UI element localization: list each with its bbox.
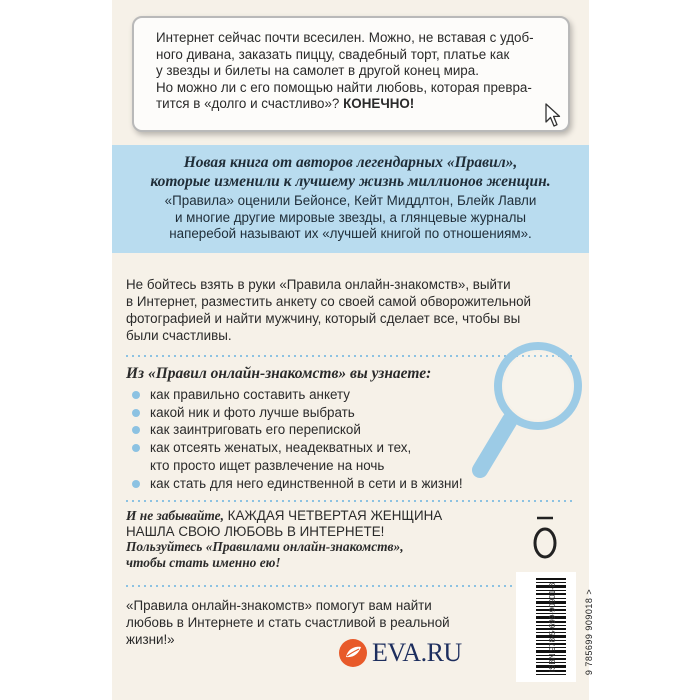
screen-frame: [132, 16, 570, 132]
band-text-line-2: и многие другие мировые звезды, а глянцевые журналы: [174, 209, 527, 225]
note-italic-2: Пользуйтесь «Правилами онлайн-знакомств»,: [126, 539, 404, 554]
band-heading-line-2: которые изменили к лучшему жизнь миллионов женщин.: [150, 173, 551, 190]
list-item: как правильно составить анкету: [132, 386, 492, 404]
dotted-divider: [126, 584, 576, 588]
intro-line-4: были счастливы.: [126, 328, 232, 343]
screen-line-4: Но можно ли с его помощью найти любовь, которая превра-: [156, 79, 532, 95]
band-heading-line-1: Новая книга от авторов легендарных «Правил»,: [183, 154, 518, 171]
screen-line-2: ного дивана, заказать пиццу, свадебный торт, платье как: [156, 46, 510, 62]
intro-line-1: Не бойтесь взять в руки «Правила онлайн-знакомств», выйти: [126, 277, 511, 292]
list-item-continuation: кто просто ищет развлечение на ночь: [150, 457, 385, 473]
eva-logo: [338, 636, 488, 670]
dotted-divider: [126, 499, 576, 503]
learn-title: [126, 365, 431, 383]
list-item: как отсеять женатых, неадекватных и тех,: [132, 439, 492, 457]
screen-text: [156, 30, 556, 113]
screen-line-3: у звезды и билеты на самолет в другой конец мира.: [156, 63, 479, 78]
list-item: как заинтриговать его перепиской: [132, 421, 492, 439]
band-text: [112, 193, 589, 243]
screen-line-1: Интернет сейчас почти всесилен. Можно, не вставая с удоб-: [156, 30, 534, 45]
note-italic-3: чтобы стать именно ею!: [126, 554, 281, 570]
list-item: какой ник и фото лучше выбрать: [132, 404, 492, 422]
leaf-logo-icon: [338, 638, 368, 668]
note-block: [126, 508, 556, 570]
learn-list: [132, 386, 492, 492]
isbn-digits: 9 785699 909018 >: [584, 588, 594, 676]
note-line-1: [126, 508, 556, 524]
final-line-2: любовь в Интернете и стать счастливой в реальной: [126, 615, 450, 630]
intro-paragraph: [126, 276, 576, 344]
barcode-icon: [516, 572, 576, 682]
isbn-label: ISBN 978-5-699-90901-8: [548, 582, 557, 673]
screen-answer: КОНЕЧНО!: [343, 96, 415, 111]
intro-line-2: в Интернет, разместить анкету со своей самой обворожительной: [126, 294, 532, 309]
age-rating-icon: [531, 515, 559, 561]
note-caps-2: НАШЛА СВОЮ ЛЮБОВЬ В ИНТЕРНЕТЕ!: [126, 523, 385, 539]
mouse-cursor-icon: [545, 103, 561, 129]
intro-line-3: фотографией и найти мужчину, который сделает все, чтобы вы: [126, 311, 521, 326]
book-back-cover: [112, 0, 594, 700]
band-text-line-1: «Правила» оценили Бейонсе, Кейт Миддлтон, Блейк Лавли: [164, 193, 537, 208]
band-text-line-3: наперебой называют их «лучшей книгой по отношениям».: [169, 226, 532, 241]
note-italic-1: И не забывайте,: [126, 508, 224, 523]
highlight-band: [112, 145, 589, 253]
screen-line-5: [156, 96, 556, 113]
list-item: как стать для него единственной в сети и в жизни!: [132, 475, 492, 493]
logo-text: EVA.RU: [372, 638, 462, 667]
final-line-1: «Правила онлайн-знакомств» помогут вам найти: [126, 598, 432, 613]
note-caps-1: КАЖДАЯ ЧЕТВЕРТАЯ ЖЕНЩИНА: [223, 508, 443, 523]
learn-title-italic: Из «Правил онлайн-знакомств»: [126, 365, 347, 382]
magnifier-icon: [468, 338, 598, 488]
screen-last-line: тится в «долго и счастливо»?: [156, 96, 340, 111]
final-line-3: жизни!»: [126, 632, 175, 647]
learn-title-rest: вы узнаете:: [346, 365, 432, 382]
band-heading: [112, 153, 589, 191]
